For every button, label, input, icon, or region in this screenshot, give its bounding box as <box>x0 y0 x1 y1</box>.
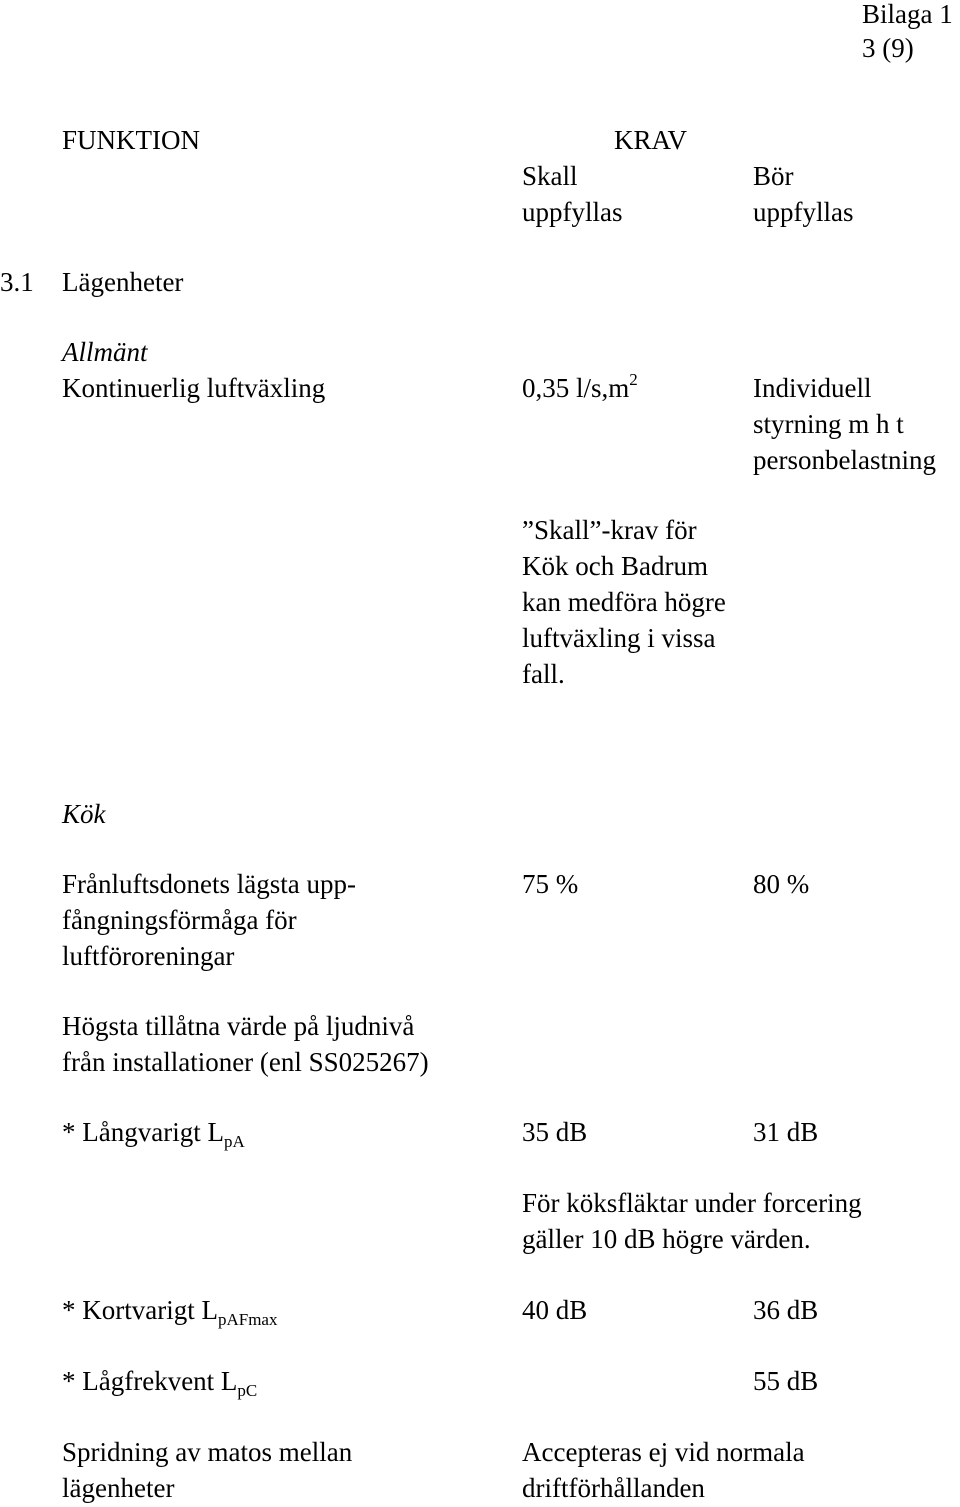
short-term-shall: 40 dB <box>522 1295 588 1325</box>
long-term-label <box>62 1114 245 1150</box>
long-term-shall: 35 dB <box>522 1117 588 1147</box>
odour-shall-line2: driftförhållanden <box>522 1473 705 1503</box>
column-function: FUNKTION <box>62 125 200 155</box>
short-term-label <box>62 1292 277 1328</box>
note-line2: Kök och Badrum <box>522 551 708 581</box>
note-line5: fall. <box>522 659 565 689</box>
low-frequency-label <box>62 1363 257 1399</box>
column-shall-line2: uppfyllas <box>522 197 623 227</box>
low-frequency-subscript: pC <box>237 1381 258 1400</box>
long-term-should: 31 dB <box>753 1117 819 1147</box>
short-term-should: 36 dB <box>753 1295 819 1325</box>
ventilation-should-line3: personbelastning <box>753 445 936 475</box>
capture-label-line1: Frånluftsdonets lägsta upp- <box>62 869 356 899</box>
capture-shall-value: 75 % <box>522 869 579 899</box>
odour-label-line2: lägenheter <box>62 1473 175 1503</box>
ventilation-label: Kontinuerlig luftväxling <box>62 373 326 403</box>
ventilation-shall-value: 0,35 l/s,m <box>522 373 630 403</box>
odour-shall-line1: Accepteras ej vid normala <box>522 1437 805 1467</box>
section-number: 3.1 <box>0 267 34 297</box>
section-title: Lägenheter <box>62 267 184 297</box>
note-line4: luftväxling i vissa <box>522 623 716 653</box>
ventilation-should-line2: styrning m h t <box>753 409 904 439</box>
note-line3: kan medföra högre <box>522 587 726 617</box>
column-should-line1: Bör <box>753 161 794 191</box>
fan-note-line1: För köksfläktar under forcering <box>522 1188 862 1218</box>
noise-label-line1: Högsta tillåtna värde på ljudnivå <box>62 1011 415 1041</box>
ventilation-shall <box>522 370 638 406</box>
short-term-prefix: * Kortvarigt L <box>62 1295 218 1325</box>
appendix-label: Bilaga 1 <box>862 0 953 29</box>
capture-should-value: 80 % <box>753 869 810 899</box>
kitchen-heading: Kök <box>62 799 106 829</box>
general-heading: Allmänt <box>62 337 148 367</box>
fan-note-line2: gäller 10 dB högre värden. <box>522 1224 811 1254</box>
capture-label-line2: fångningsförmåga för <box>62 905 297 935</box>
short-term-subscript: pAFmax <box>217 1310 278 1329</box>
column-shall-line1: Skall <box>522 161 578 191</box>
ventilation-should-line1: Individuell <box>753 373 872 403</box>
low-frequency-should: 55 dB <box>753 1366 819 1396</box>
column-should-line2: uppfyllas <box>753 197 854 227</box>
page-number: 3 (9) <box>862 33 914 63</box>
ventilation-shall-exponent: 2 <box>629 370 638 389</box>
capture-label-line3: luftföroreningar <box>62 941 235 971</box>
low-frequency-prefix: * Lågfrekvent L <box>62 1366 238 1396</box>
long-term-prefix: * Långvarigt L <box>62 1117 224 1147</box>
note-line1: ”Skall”-krav för <box>522 515 697 545</box>
column-requirements: KRAV <box>614 125 688 155</box>
odour-label-line1: Spridning av matos mellan <box>62 1437 353 1467</box>
long-term-subscript: pA <box>223 1132 245 1151</box>
noise-label-line2: från installationer (enl SS025267) <box>62 1047 429 1077</box>
